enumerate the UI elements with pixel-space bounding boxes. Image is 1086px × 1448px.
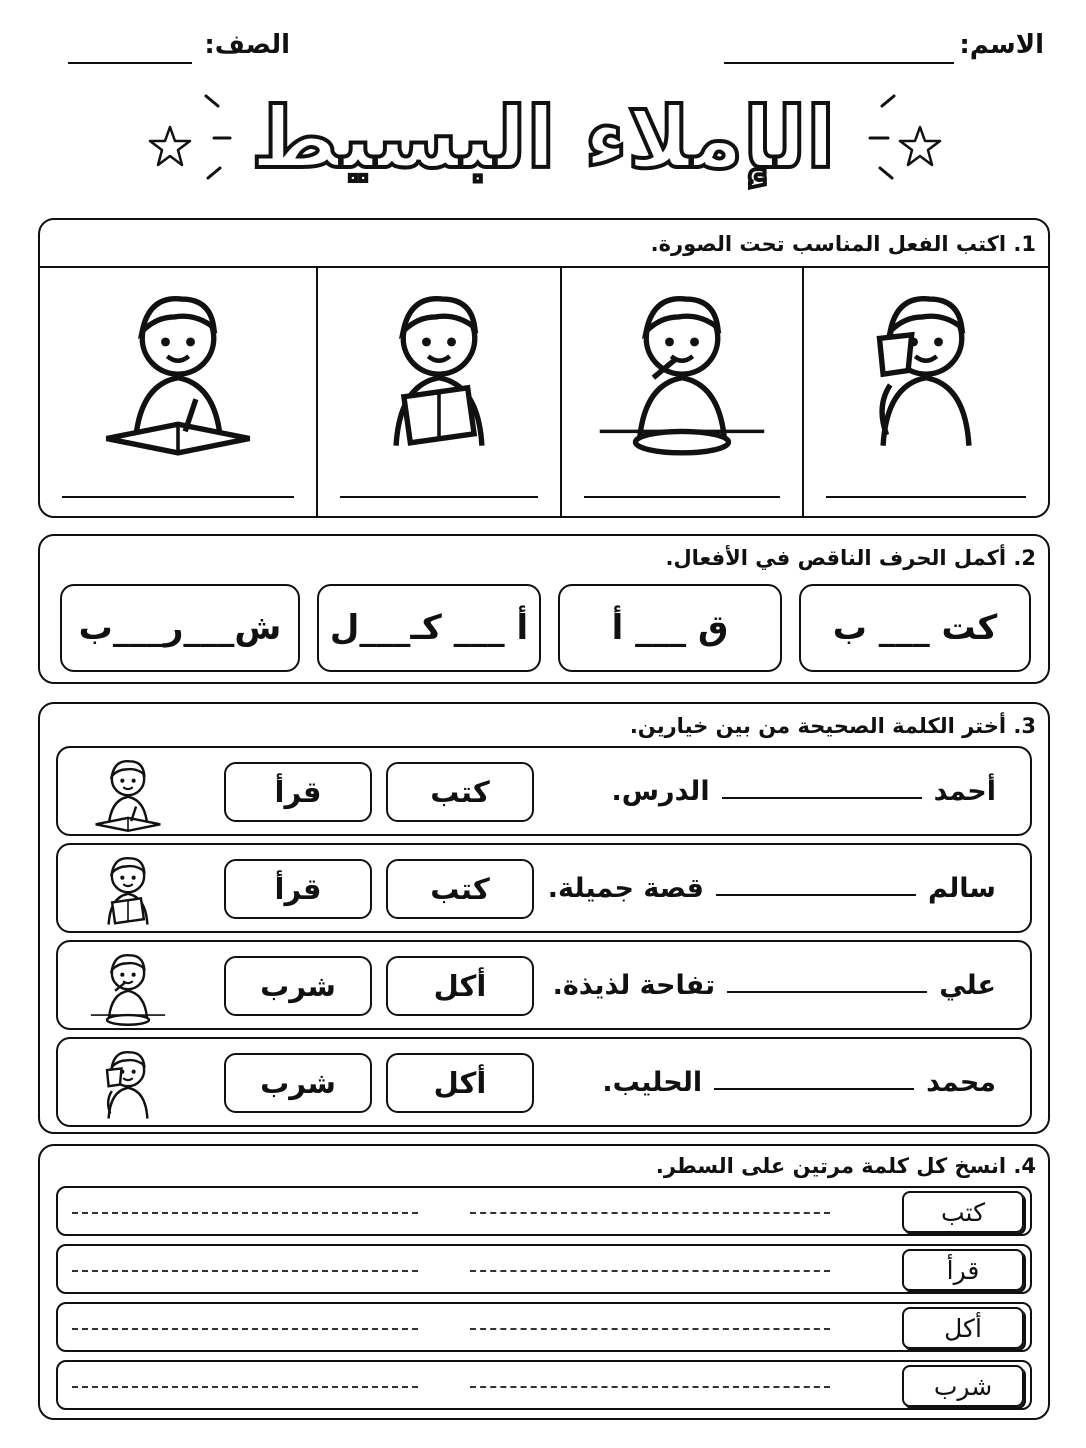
copy-line-2[interactable]: [72, 1270, 418, 1272]
section-2: [38, 534, 1050, 684]
picture-cell-1: [802, 268, 1048, 516]
copy-line-2[interactable]: [72, 1212, 418, 1214]
sentence-blank[interactable]: [716, 894, 916, 896]
choice-button-1[interactable]: أكل: [386, 956, 534, 1016]
boy-eating-icon: [68, 944, 188, 1028]
boy-eating-icon: [582, 274, 782, 460]
name-label: الاسم:: [959, 30, 1044, 60]
missing-letter-item-3[interactable]: أ ___ كـ___ل: [317, 584, 541, 672]
sentence-rest: تفاحة لذيذة.: [552, 969, 716, 1001]
answer-line[interactable]: [584, 496, 780, 498]
picture-grid: [40, 268, 1048, 516]
sentence-rest: الحليب.: [602, 1066, 703, 1098]
copy-line-1[interactable]: [470, 1328, 830, 1330]
copy-word: شرب: [902, 1365, 1024, 1407]
choice-button-2[interactable]: قرأ: [224, 859, 372, 919]
boy-writing-icon: [60, 274, 296, 460]
class-label: الصف:: [204, 30, 290, 60]
sentence-subject: محمد: [926, 1066, 996, 1098]
boy-reading-icon: [68, 847, 188, 931]
q4-instruction: 4. انسخ كل كلمة مرتين على السطر.: [655, 1154, 1036, 1178]
choice-row-4: [56, 1037, 1032, 1127]
missing-letter-item-1[interactable]: كت ___ ب: [799, 584, 1031, 672]
worksheet-title: الإملاء البسيط: [250, 89, 836, 187]
sentence-rest: الدرس.: [611, 775, 710, 807]
sentence-subject: أحمد: [933, 775, 996, 807]
picture-cell-2: [560, 268, 802, 516]
sentence: [548, 845, 996, 931]
copy-word: أكل: [902, 1307, 1024, 1349]
sentence: [553, 942, 996, 1028]
sentence-subject: سالم: [927, 872, 996, 904]
choice-button-2[interactable]: شرب: [224, 1053, 372, 1113]
sentence-rest: قصة جميلة.: [547, 872, 704, 904]
choice-button-2[interactable]: شرب: [224, 956, 372, 1016]
choice-button-1[interactable]: أكل: [386, 1053, 534, 1113]
copy-row-2: [56, 1244, 1032, 1294]
copy-line-1[interactable]: [470, 1212, 830, 1214]
copy-line-2[interactable]: [72, 1386, 418, 1388]
sentence-blank[interactable]: [722, 797, 922, 799]
class-field[interactable]: [68, 62, 192, 64]
sentence-subject: علي: [939, 969, 996, 1001]
answer-line[interactable]: [340, 496, 538, 498]
boy-reading-icon: [338, 274, 540, 460]
choice-row-2: [56, 843, 1032, 933]
copy-row-3: [56, 1302, 1032, 1352]
answer-line[interactable]: [826, 496, 1026, 498]
copy-line-2[interactable]: [72, 1328, 418, 1330]
choice-button-1[interactable]: كتب: [386, 859, 534, 919]
q1-instruction: 1. اكتب الفعل المناسب تحت الصورة.: [650, 232, 1036, 256]
q2-instruction: 2. أكمل الحرف الناقص في الأفعال.: [665, 546, 1036, 570]
copy-word: كتب: [902, 1191, 1024, 1233]
copy-word: قرأ: [902, 1249, 1024, 1291]
sentence-blank[interactable]: [727, 991, 927, 993]
answer-line[interactable]: [62, 496, 294, 498]
copy-line-1[interactable]: [470, 1270, 830, 1272]
sentence: [612, 748, 996, 834]
picture-cell-3: [316, 268, 560, 516]
name-field[interactable]: [724, 62, 954, 64]
sentence-blank[interactable]: [714, 1088, 914, 1090]
copy-line-1[interactable]: [470, 1386, 830, 1388]
boy-writing-icon: [68, 750, 188, 834]
picture-cell-4: [40, 268, 316, 516]
choice-row-3: [56, 940, 1032, 1030]
missing-letter-item-4[interactable]: ش___ر___ب: [60, 584, 300, 672]
boy-drinking-icon: [68, 1041, 188, 1125]
sentence: [602, 1039, 996, 1125]
choice-button-1[interactable]: كتب: [386, 762, 534, 822]
q3-instruction: 3. أختر الكلمة الصحيحة من بين خيارين.: [629, 714, 1036, 738]
choice-row-1: [56, 746, 1032, 836]
copy-row-1: [56, 1186, 1032, 1236]
boy-drinking-icon: [824, 274, 1028, 460]
section-4: [38, 1144, 1050, 1420]
missing-letter-item-2[interactable]: ق ___ أ: [558, 584, 782, 672]
choice-button-2[interactable]: قرأ: [224, 762, 372, 822]
copy-row-4: [56, 1360, 1032, 1410]
section-3: [38, 702, 1050, 1134]
section-1: [38, 218, 1050, 518]
